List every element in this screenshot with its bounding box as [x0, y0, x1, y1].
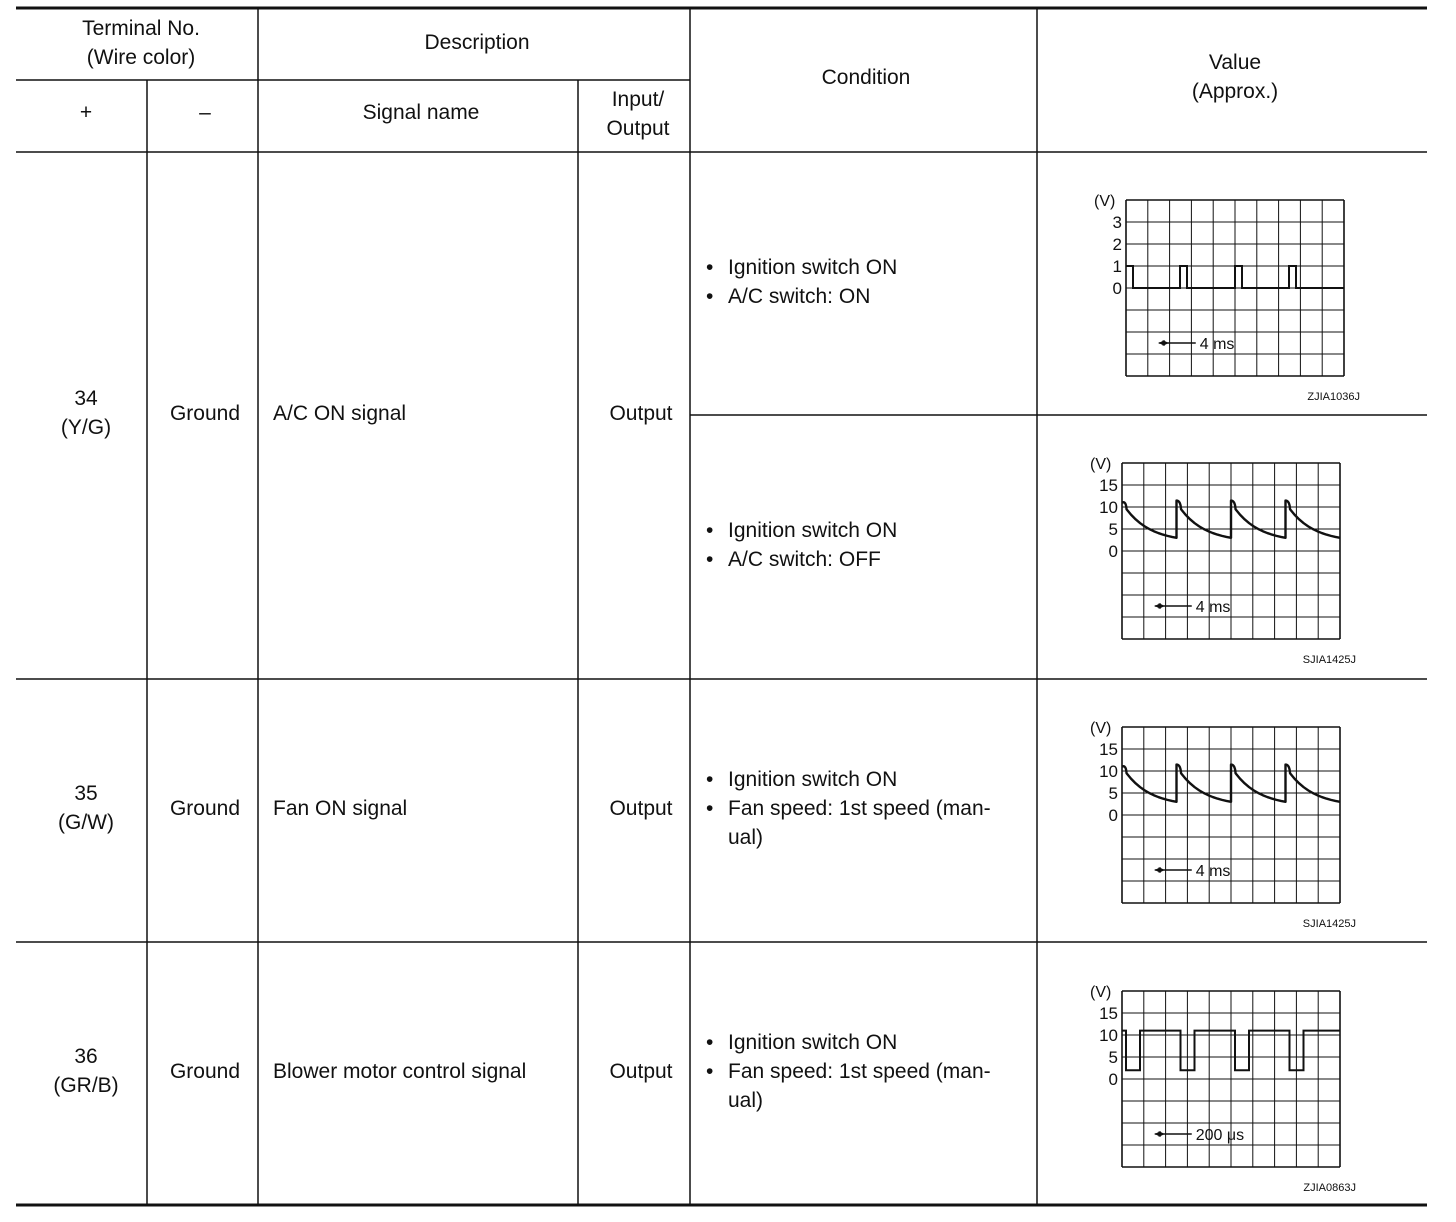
io-type: Output: [609, 1060, 673, 1083]
header-minus: –: [199, 101, 211, 124]
y-tick-label: 5: [1108, 1048, 1118, 1067]
condition-item-continued: ual): [728, 1089, 764, 1112]
header-value: Value (Approx.): [1191, 51, 1279, 103]
condition-list: [704, 1028, 1030, 1115]
io-type: Output: [609, 402, 673, 425]
y-tick-label: 3: [1112, 213, 1122, 232]
unit-label: (V): [1090, 456, 1112, 473]
condition-list: [704, 765, 1030, 852]
condition-item: • Fan speed: 1st speed (man-: [704, 1057, 1030, 1086]
condition-item-continued: ual): [728, 826, 764, 849]
signal-name: A/C ON signal: [273, 402, 407, 425]
waveform-trace: [1122, 501, 1340, 538]
y-tick-label: 15: [1099, 1004, 1118, 1023]
unit-label: (V): [1094, 193, 1116, 210]
signal-name: Fan ON signal: [273, 797, 408, 820]
y-tick-label: 5: [1108, 520, 1118, 539]
y-tick-label: 0: [1108, 1070, 1118, 1089]
ground-label: Ground: [169, 1060, 241, 1083]
oscilloscope-waveform: [1086, 981, 1366, 1199]
condition-item: • Fan speed: 1st speed (man-: [704, 794, 1030, 823]
y-tick-label: 0: [1108, 806, 1118, 825]
y-tick-label: 0: [1108, 542, 1118, 561]
terminal-number: 36 (GR/B): [53, 1045, 119, 1097]
condition-item: • A/C switch: ON: [704, 282, 1030, 311]
header-condition: Condition: [821, 66, 911, 89]
ground-label: Ground: [169, 402, 241, 425]
figure-code: SJIA1425J: [1302, 918, 1356, 930]
figure-code: ZJIA1036J: [1307, 391, 1360, 403]
io-type: Output: [609, 797, 673, 820]
condition-list: [704, 516, 1030, 574]
condition-item: • Ignition switch ON: [704, 253, 1030, 282]
y-tick-label: 15: [1099, 476, 1118, 495]
ground-label: Ground: [169, 797, 241, 820]
terminal-number: 35 (G/W): [58, 782, 114, 834]
condition-item: • Ignition switch ON: [704, 1028, 1030, 1057]
y-tick-label: 5: [1108, 784, 1118, 803]
arrow-left-icon: [1159, 603, 1165, 609]
arrow-left-icon: [1159, 867, 1165, 873]
header-plus: +: [79, 101, 93, 124]
y-tick-label: 10: [1099, 762, 1118, 781]
y-tick-label: 10: [1099, 498, 1118, 517]
figure-code: ZJIA0863J: [1303, 1182, 1356, 1194]
unit-label: (V): [1090, 720, 1112, 737]
unit-label: (V): [1090, 984, 1112, 1001]
time-label: 4 ms: [1195, 863, 1231, 880]
oscilloscope-waveform: [1086, 453, 1366, 671]
waveform-trace: [1122, 765, 1340, 802]
condition-list: [704, 253, 1030, 311]
arrow-left-icon: [1159, 1131, 1165, 1137]
time-label: 4 ms: [1195, 599, 1231, 616]
header-description: Description: [424, 31, 530, 54]
oscilloscope-waveform: [1090, 190, 1370, 408]
y-tick-label: 10: [1099, 1026, 1118, 1045]
header-terminal-no: Terminal No. (Wire color): [82, 17, 200, 69]
time-label: 200 μs: [1195, 1127, 1245, 1144]
header-input-output: Input/ Output: [606, 88, 670, 140]
figure-code: SJIA1425J: [1302, 654, 1356, 666]
condition-item: • A/C switch: OFF: [704, 545, 1030, 574]
signal-name: Blower motor control signal: [273, 1060, 527, 1083]
y-tick-label: 0: [1112, 279, 1122, 298]
condition-item: • Ignition switch ON: [704, 765, 1030, 794]
header-signal-name: Signal name: [362, 101, 480, 124]
arrow-left-icon: [1163, 340, 1169, 346]
y-tick-label: 15: [1099, 740, 1118, 759]
terminal-number: 34 (Y/G): [60, 387, 112, 439]
condition-item: • Ignition switch ON: [704, 516, 1030, 545]
y-tick-label: 2: [1112, 235, 1122, 254]
time-label: 4 ms: [1199, 336, 1235, 353]
waveform-trace: [1126, 266, 1344, 288]
y-tick-label: 1: [1112, 257, 1122, 276]
oscilloscope-waveform: [1086, 717, 1366, 935]
